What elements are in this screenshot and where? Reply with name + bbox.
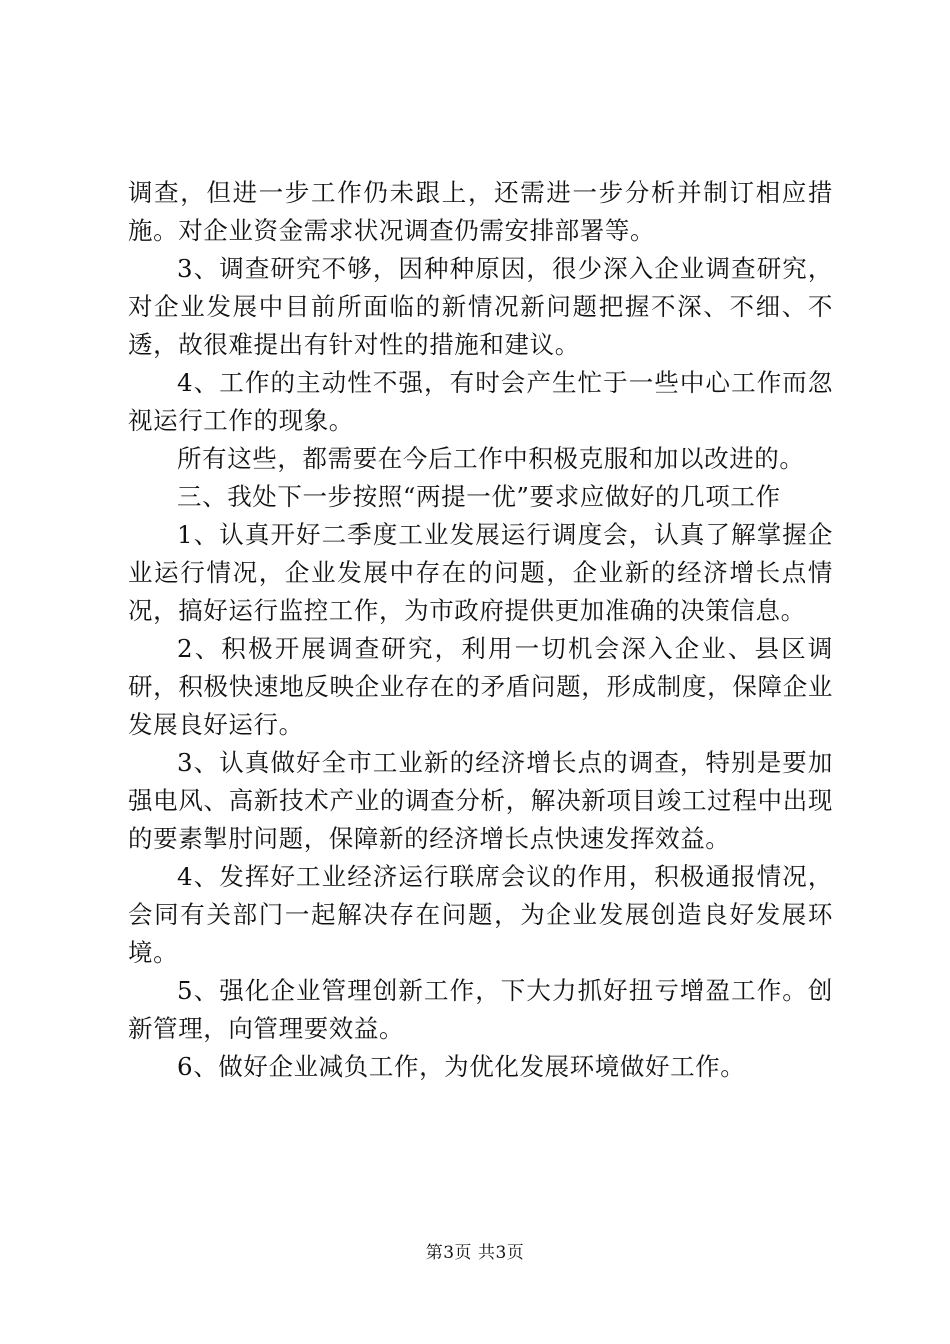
document-body [128,174,833,1086]
paragraph-10: 5、强化企业管理创新工作，下大力抓好扭亏增盈工作。创新管理，向管理要效益。 [128,976,833,1043]
paragraph-4: 所有这些，都需要在今后工作中积极克服和加以改进的。 [177,444,805,473]
paragraph-8: 3、认真做好全市工业新的经济增长点的调查，特别是要加强电风、高新技术产业的调查分析，解决新项目竣工过程中出现的要素掣肘问题，保障新的经济增长点快速发挥效益。 [128,748,833,853]
paragraph-9: 4、发挥好工业经济运行联席会议的作用，积极通报情况，会同有关部门一起解决存在问题，为企业发展创造良好发展环境。 [128,862,833,967]
paragraph-11: 6、做好企业减负工作，为优化发展环境做好工作。 [177,1052,746,1081]
section-heading: 三、我处下一步按照“两提一优”要求应做好的几项工作 [177,482,781,511]
paragraph-2: 3、调查研究不够，因种种原因，很少深入企业调查研究，对企业发展中目前所面临的新情况新问题把握不深、不细、不透，故很难提出有针对性的措施和建议。 [128,254,833,359]
paragraph-1: 调查，但进一步工作仍未跟上，还需进一步分析并制订相应措施。对企业资金需求状况调查仍需安排部署等。 [128,178,833,245]
paragraph-3: 4、工作的主动性不强，有时会产生忙于一些中心工作而忽视运行工作的现象。 [128,368,833,435]
paragraph-6: 1、认真开好二季度工业发展运行调度会，认真了解掌握企业运行情况，企业发展中存在的问题，企业新的经济增长点情况，搞好运行监控工作，为市政府提供更加准确的决策信息。 [128,520,833,625]
paragraph-7: 2、积极开展调查研究，利用一切机会深入企业、县区调研，积极快速地反映企业存在的矛盾问题，形成制度，保障企业发展良好运行。 [128,634,833,739]
page-number-footer: 第3页 共3页 [425,1243,525,1263]
